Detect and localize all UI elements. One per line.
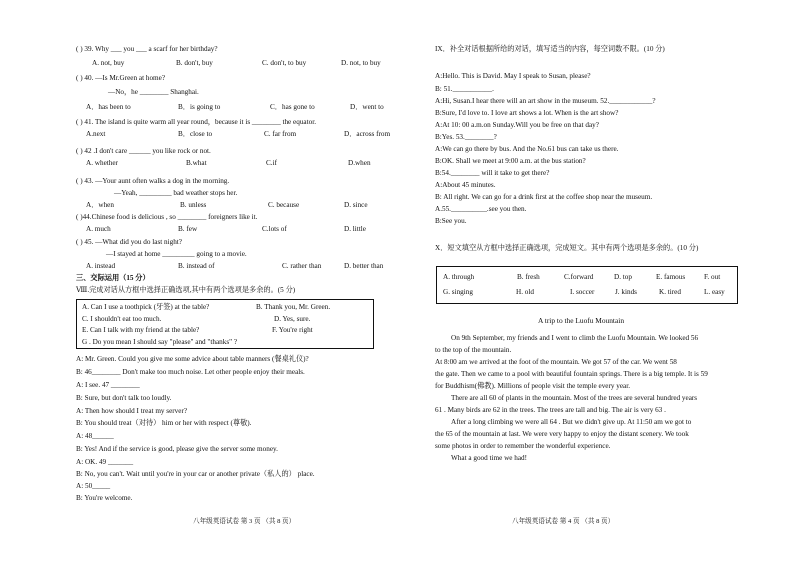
word-bank-box xyxy=(436,266,738,304)
word-option: A. through xyxy=(443,273,475,281)
word-option: B. fresh xyxy=(517,273,540,281)
option-b: B. unless xyxy=(180,201,207,209)
word-option: I. soccer xyxy=(570,288,595,296)
dialog-line: B: Yes! And if the service is good, please give the server some money. xyxy=(76,445,278,453)
page-footer: 八年级英语试卷 第 3 页 （共 8 页） xyxy=(193,518,296,525)
passage-line: to the top of the mountain. xyxy=(435,346,512,354)
dialog-line: B:Yes. 53.________? xyxy=(435,133,497,141)
passage-line: for Buddhism(佛教). Millions of people visit the temple every year. xyxy=(435,382,631,390)
question-40: ( ) 40. —Is Mr.Green at home? xyxy=(76,74,166,82)
passage-line: 61 . Many birds are 62 in the trees. The trees are tall and big. The air is very 63 . xyxy=(435,406,666,414)
option-d: D. not, to buy xyxy=(341,59,381,67)
option-b: B. few xyxy=(178,225,198,233)
option-c: C．has gone to xyxy=(270,103,315,111)
word-option: J. kinds xyxy=(615,288,637,296)
dialog-line: B: All right. We can go for a drink first at the coffee shop near the museum. xyxy=(435,193,653,201)
question-43: ( ) 43. —Your aunt often walks a dog in the morning. xyxy=(76,177,230,185)
section-9-heading: IX．补全对话根据所给的对话，填写适当的内容，每空词数不限。(10 分) xyxy=(435,45,665,53)
word-option: K. tired xyxy=(659,288,681,296)
section-10-heading: X．短文填空从方框中选择正确选项，完成短文。其中有两个选项是多余的。(10 分) xyxy=(435,244,699,252)
option-a: A．has been to xyxy=(86,103,131,111)
question-43-reply: —Yeah, _________ bad weather stops her. xyxy=(114,189,238,197)
word-option: H. old xyxy=(516,288,534,296)
dialog-line: A:We can go there by bus. And the No.61 bus can take us there. xyxy=(435,145,619,153)
passage-title: A trip to the Luofu Mountain xyxy=(538,316,625,325)
option-a: A. instead xyxy=(86,262,116,270)
dialog-line: A: I see. 47 ________ xyxy=(76,381,140,389)
passage-line: the gate. Then we came to a pool with beautiful fountain springs. There is a big temple. It is 59 xyxy=(435,370,708,378)
dialog-line: B: Sure, but don't talk too loudly. xyxy=(76,394,172,402)
option-a: A. whether xyxy=(86,159,118,167)
dialog-line: A:At 10: 00 a.m.on Sunday.Will you be free on that day? xyxy=(435,121,599,129)
dialog-line: B:See you. xyxy=(435,217,467,225)
option-b: B. don't, buy xyxy=(176,59,213,67)
dialog-line: B:Sure, I'd love to. I love art shows a lot. When is the art show? xyxy=(435,109,619,117)
word-option: G. singing xyxy=(443,288,473,296)
question-45: ( ) 45. —What did you do last night? xyxy=(76,238,182,246)
question-39: ( ) 39. Why ___ you ___ a scarf for her birthday? xyxy=(76,45,218,53)
passage-line: the 65 of the mountain at last. We were very happy to enjoy the distant scenery. We took xyxy=(435,430,689,438)
box-option-a: A. Can I use a toothpick (牙签) at the table? xyxy=(82,303,210,311)
dialog-line: A:Hi, Susan.I hear there will an art show in the museum. 52.____________? xyxy=(435,97,656,105)
option-d: D. since xyxy=(344,201,368,209)
passage-line: some photos in order to remember the wonderful experience. xyxy=(435,442,611,450)
box-option-b: B. Thank you, Mr. Green. xyxy=(256,303,331,311)
section-8-instruction: Ⅷ.完成对话从方框中选择正确选项,其中有两个选项是多余的。(5 分) xyxy=(76,286,296,294)
word-option: F. out xyxy=(704,273,721,281)
question-44: ( )44.Chinese food is delicious , so ________ foreigners like it. xyxy=(76,213,258,221)
option-d: D.when xyxy=(348,159,371,167)
question-41: ( ) 41. The island is quite warm all year round，because it is ________ the equator. xyxy=(76,118,316,126)
dialog-line: A: Then how should I treat my server? xyxy=(76,407,188,415)
option-c: C. far from xyxy=(264,130,297,138)
word-option: C.forward xyxy=(564,273,594,281)
dialog-line: A.55.__________.see you then. xyxy=(435,205,527,213)
word-option: L. easy xyxy=(704,288,725,296)
option-a: A. much xyxy=(86,225,111,233)
option-c: C. don't, to buy xyxy=(262,59,307,67)
word-option: D. top xyxy=(614,273,632,281)
page-footer: 八年级英语试卷 第 4 页 （共 8 页） xyxy=(512,518,615,525)
passage-line: After a long climbing we were all 64 . But we didn't give up. At 11:50 am we got to xyxy=(451,418,692,426)
dialog-line: A: Mr. Green. Could you give me some advice about table manners (餐桌礼仪)? xyxy=(76,355,309,363)
word-option: E. famous xyxy=(656,273,686,281)
dialog-line: A:About 45 minutes. xyxy=(435,181,496,189)
option-a: A.next xyxy=(86,130,106,138)
question-42: ( ) 42 .I don't care ______ you like rock or not. xyxy=(76,147,211,155)
dialog-line: A:Hello. This is David. May I speak to Susan, please? xyxy=(435,72,591,80)
question-45-reply: —I stayed at home _________ going to a movie. xyxy=(106,250,247,258)
dialog-line: B: 46________ Don't make too much noise. Let other people enjoy their meals. xyxy=(76,368,305,376)
dialog-line: A: OK. 49 _______ xyxy=(76,458,134,466)
option-d: D．went to xyxy=(350,103,384,111)
option-a: A. not, buy xyxy=(92,59,125,67)
dialog-line: B: You're welcome. xyxy=(76,494,133,502)
question-40-reply: —No，he ________ Shanghai. xyxy=(108,88,199,96)
option-c: C.if xyxy=(266,159,277,167)
passage-line: On 9th September, my friends and I went to climb the Luofu Mountain. We looked 56 xyxy=(451,334,699,342)
option-b: B. instead of xyxy=(178,262,215,270)
section-3-heading: 三、交际运用（15 分） xyxy=(76,274,150,282)
option-b: B.what xyxy=(186,159,207,167)
dialog-line: A: 48______ xyxy=(76,432,114,440)
passage-line: At 8:00 am we arrived at the foot of the mountain. We got 57 of the car. We went 58 xyxy=(435,358,677,366)
passage-line: There are all 60 of plants in the mountain. Most of the trees are several hundred years xyxy=(451,394,698,402)
option-d: D．across from xyxy=(344,130,391,138)
dialog-line: B:54.________ will it take to get there? xyxy=(435,169,550,177)
box-option-e: E. Can I talk with my friend at the table? xyxy=(82,326,200,334)
dialog-line: B:OK. Shall we meet at 9:00 a.m. at the bus station? xyxy=(435,157,586,165)
dialog-line: B: No, you can't. Wait until you're in your car or another private（私人的） place. xyxy=(76,470,315,478)
dialog-line: B: 51.___________. xyxy=(435,85,494,93)
box-option-d: D. Yes, sure. xyxy=(274,315,311,323)
option-b: B．is going to xyxy=(178,103,221,111)
option-b: B．close to xyxy=(178,130,213,138)
option-c: C.lots of xyxy=(262,225,287,233)
dialog-line: B: You should treat（对待） him or her with respect (尊敬). xyxy=(76,419,252,427)
option-c: C. rather than xyxy=(282,262,322,270)
box-option-f: F. You're right xyxy=(272,326,313,334)
option-d: D. little xyxy=(344,225,366,233)
option-d: D. better than xyxy=(344,262,384,270)
option-c: C. because xyxy=(268,201,300,209)
dialog-line: A: 50_____ xyxy=(76,482,111,490)
option-a: A．when xyxy=(86,201,114,209)
box-option-c: C. I shouldn't eat too much. xyxy=(82,315,162,323)
passage-line: What a good time we had! xyxy=(451,454,528,462)
box-option-g: G . Do you mean I should say "please" and "thanks" ? xyxy=(82,338,238,346)
